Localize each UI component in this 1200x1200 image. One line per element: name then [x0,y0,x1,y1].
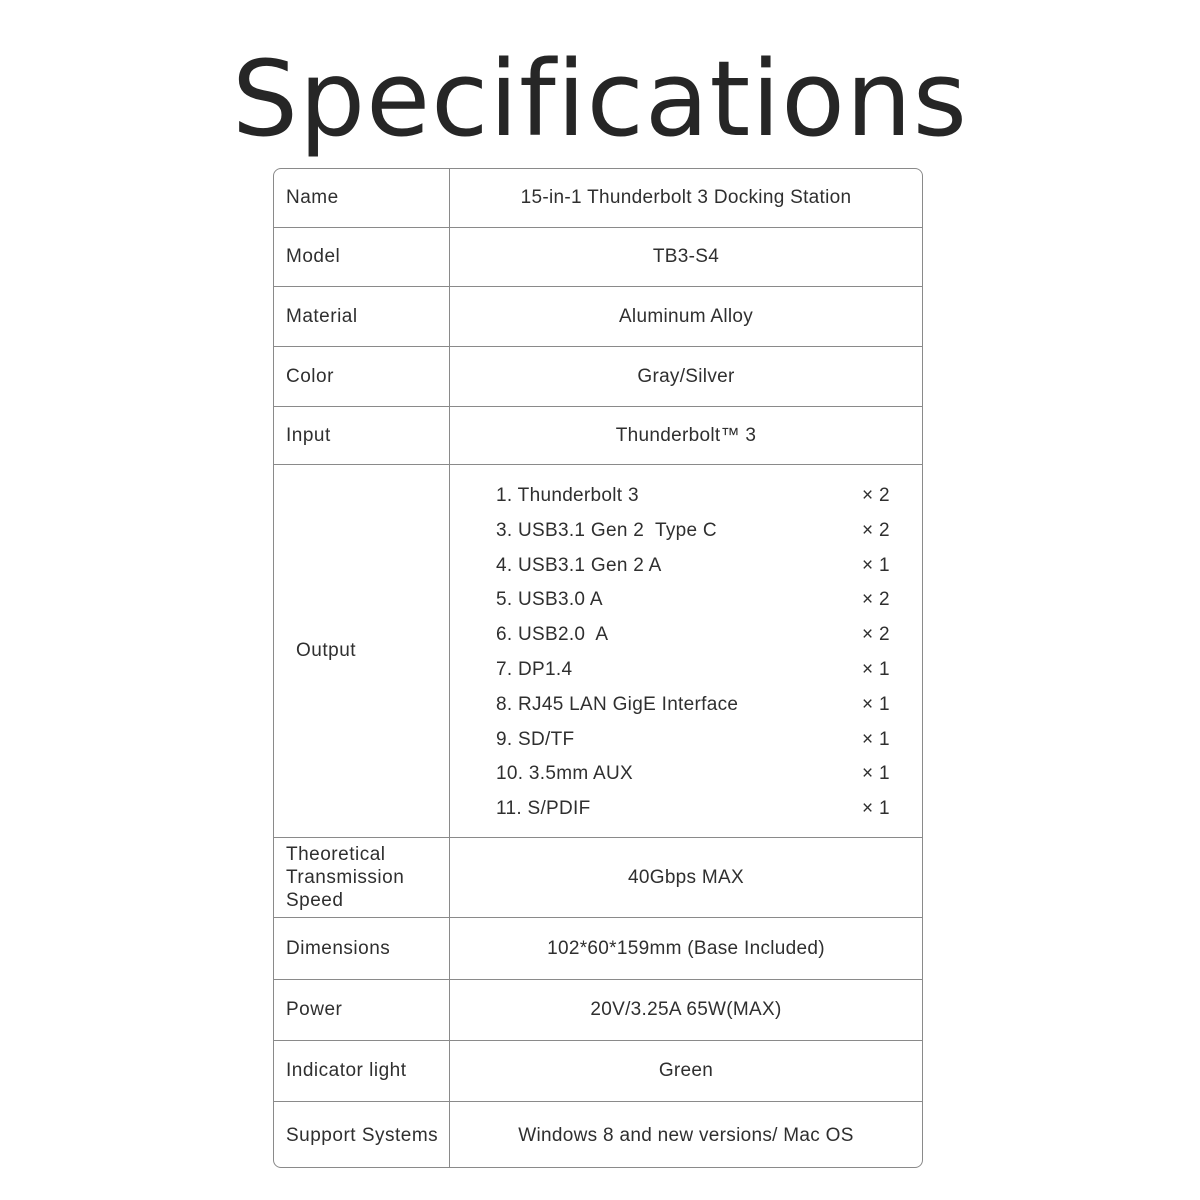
output-name: 6. USB2.0 A [496,624,609,646]
spec-value: 102*60*159mm (Base Included) [547,937,825,959]
spec-row-material [274,287,922,347]
output-name: 5. USB3.0 A [496,589,603,611]
spec-row-color [274,347,922,407]
spec-value: Thunderbolt™ 3 [615,424,757,446]
spec-row-systems [274,1102,922,1168]
spec-row-dimensions [274,918,922,980]
output-qty: × 2 [862,624,890,646]
spec-label: Input [274,407,450,464]
list-item [450,516,922,551]
spec-label: Model [274,228,450,286]
spec-value: 20V/3.25A 65W(MAX) [590,999,782,1020]
list-item [450,794,922,829]
output-name: 4. USB3.1 Gen 2 A [496,554,662,576]
output-name: 9. SD/TF [496,728,575,750]
spec-label: Support Systems [274,1102,450,1168]
output-qty: × 1 [862,554,890,576]
list-item [450,620,922,655]
output-list [450,481,922,829]
list-item [450,551,922,586]
spec-row-output [274,465,922,838]
list-item [450,690,922,725]
output-qty: × 2 [862,589,890,611]
list-item [450,585,922,620]
spec-value: TB3-S4 [652,246,720,267]
spec-table [273,168,923,1168]
list-item [450,759,922,794]
spec-row-speed [274,838,922,918]
spec-label: Power [274,980,450,1040]
spec-label: Dimensions [274,918,450,979]
output-name: 10. 3.5mm AUX [496,763,633,785]
list-item [450,655,922,690]
spec-row-indicator [274,1041,922,1102]
spec-row-model [274,228,922,287]
output-qty: × 1 [862,798,890,820]
spec-label: Theoretical Transmission Speed [274,838,450,917]
spec-label: Name [274,169,450,227]
spec-value: 15-in-1 Thunderbolt 3 Docking Station [520,187,852,208]
list-item [450,481,922,516]
output-qty: × 1 [862,658,890,680]
output-qty: × 1 [862,693,890,715]
spec-value: Windows 8 and new versions/ Mac OS [518,1124,854,1146]
spec-row-power [274,980,922,1041]
output-name: 3. USB3.1 Gen 2 Type C [496,519,717,541]
output-name: 7. DP1.4 [496,658,573,680]
list-item [450,725,922,760]
spec-label: Output [274,465,450,837]
spec-value: Green [658,1060,714,1081]
output-name: 8. RJ45 LAN GigE Interface [496,693,739,715]
page-title: Specifications [232,38,968,160]
spec-value: Aluminum Alloy [618,305,754,327]
spec-label: Material [274,287,450,346]
spec-value: 40Gbps MAX [628,866,744,888]
output-qty: × 1 [862,728,890,750]
output-qty: × 2 [862,485,890,506]
spec-row-input [274,407,922,465]
spec-value: Gray/Silver [637,365,735,387]
output-qty: × 1 [862,763,890,785]
output-name: 1. Thunderbolt 3 [496,485,639,506]
output-name: 11. S/PDIF [496,798,591,820]
spec-label: Color [274,347,450,406]
spec-row-name [274,169,922,228]
spec-label: Indicator light [274,1041,450,1101]
output-qty: × 2 [862,519,890,541]
